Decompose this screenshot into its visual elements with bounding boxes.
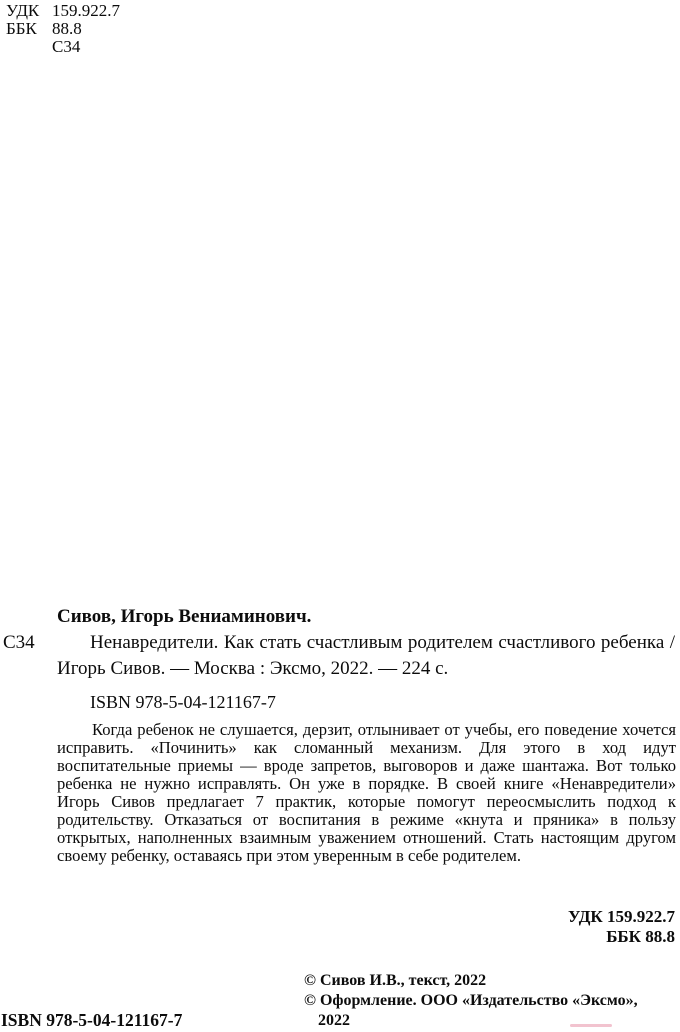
copyright-block — [304, 971, 676, 1031]
catalog-card — [0, 604, 676, 715]
bibliographic-entry: Ненавредители. Как стать счастливым родителем счастливого ребенка / Игорь Сивов. — Москва : Эксмо, 2022. — 224 с. — [57, 632, 675, 679]
isbn-bottom: ISBN 978-5-04-121167-7 — [1, 1010, 183, 1030]
catalog-code: С34 — [3, 632, 35, 653]
cataloguing-codes-bottom — [568, 907, 675, 947]
bbk-value: 88.8 — [52, 19, 82, 38]
author-code-spacer — [6, 38, 52, 56]
author-heading: Сивов, Игорь Вениаминович. — [57, 606, 312, 627]
copyright-year-line: 2022 — [318, 1012, 350, 1029]
annotation-paragraph: Когда ребенок не слушается, дерзит, отлынивает от учебы, его поведение хочется исправить. «Починить» как сломанный механизм. Для этого в ход идут воспитательные приемы — вроде запретов, выговоров и даже шантажа. Вот только ребенка не нужно исправлять. Он уже в порядке. В своей книге «Ненавредители» Игорь Сивов предлагает 7 практик, которые помогут переосмыслить подход к родительству. Отказаться от воспитания в режиме «кнута и пряника» в пользу открытых, наполненных взаимным уважением отношений. Стать настоящим другом своему ребенку, оставаясь при этом уверенным в себе родителем. — [57, 720, 676, 865]
cataloguing-codes-top — [6, 2, 120, 56]
udk-label: УДК — [6, 1, 40, 20]
copyright-text-line: © Сивов И.В., текст, 2022 — [304, 972, 487, 989]
author-code-row — [6, 38, 120, 56]
udk-value: 159.922.7 — [52, 1, 120, 20]
pink-mark — [570, 1024, 612, 1027]
udk-row — [6, 2, 120, 20]
bbk-row — [6, 20, 120, 38]
isbn-catalog: ISBN 978-5-04-121167-7 — [90, 692, 276, 712]
catalog-entry-wrap — [0, 630, 676, 682]
bbk-ref: ББК 88.8 — [606, 927, 675, 946]
copyright-design-line: © Оформление. ООО «Издательство «Эксмо», — [304, 992, 638, 1009]
udk-ref: УДК 159.922.7 — [567, 907, 675, 926]
bbk-label: ББК — [6, 19, 37, 38]
author-code: С34 — [52, 37, 81, 56]
